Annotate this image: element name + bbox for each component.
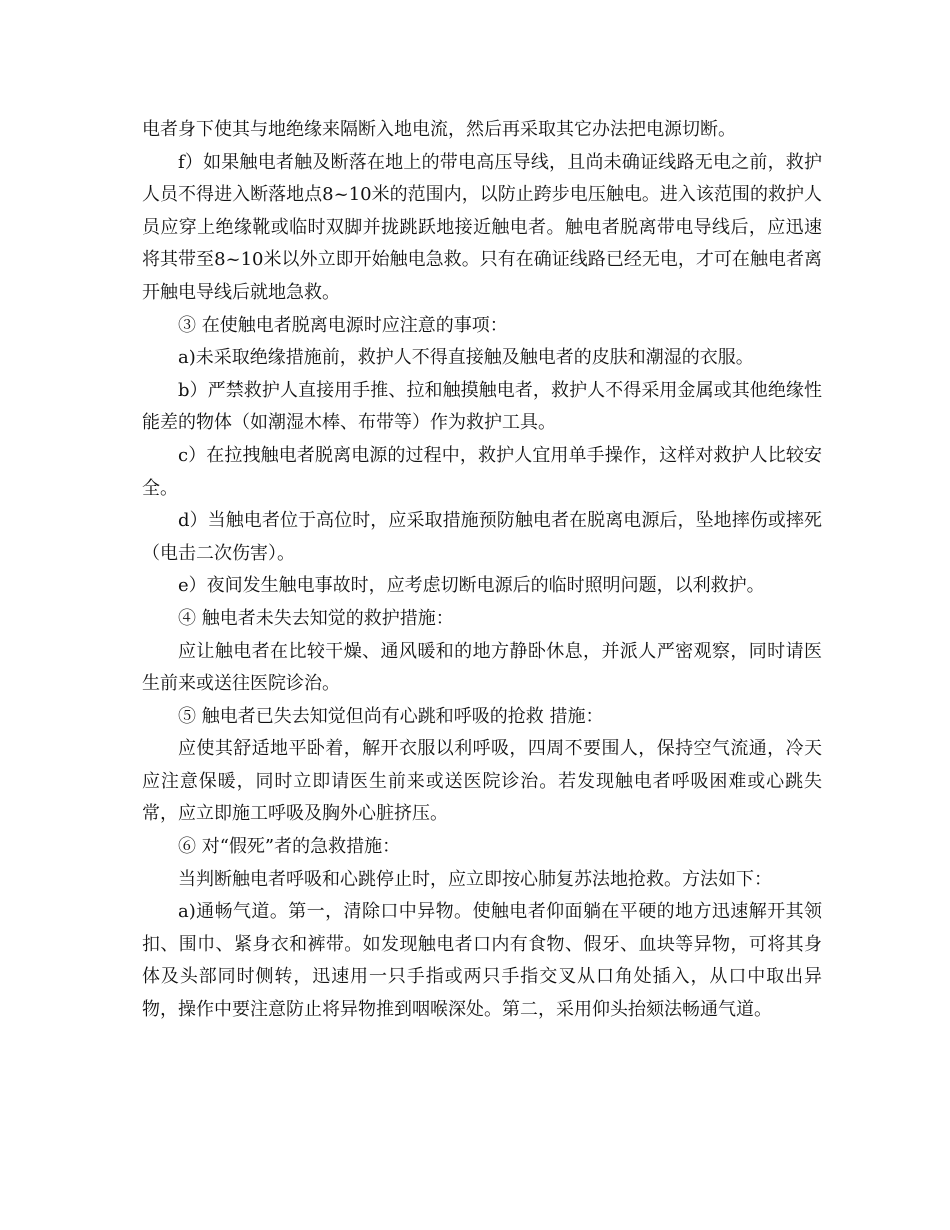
paragraph: c）在拉拽触电者脱离电源的过程中，救护人宜用单手操作，这样对救护人比较安全。 xyxy=(142,444,822,499)
paragraph: e）夜间发生触电事故时，应考虑切断电源后的临时照明问题，以利救护。 xyxy=(178,575,765,597)
paragraph: ④ 触电者未失去知觉的救护措施： xyxy=(178,607,454,629)
paragraph: d）当触电者位于高位时，应采取措施预防触电者在脱离电源后，坠地摔伤或摔死（电击二次伤害）。 xyxy=(142,510,822,564)
paragraph: ③ 在使触电者脱离电源时应注意的事项： xyxy=(178,314,508,336)
paragraph: 当判断触电者呼吸和心跳停止时，应立即按心肺复苏法地抢救。方法如下： xyxy=(178,868,772,890)
paragraph: ⑤ 触电者已失去知觉但尚有心跳和呼吸的抢救 措施： xyxy=(178,705,604,727)
paragraph: f）如果触电者触及断落在地上的带电高压导线，且尚未确证线路无电之前，救护人员不得进入断落地点8~10米的范围内，以防止跨步电压触电。进入该范围的救护人员应穿上绝缘靴或临时双脚并拢跳跃地接近触电者。触电者脱离带电导线后，应迅速将其带至8~10米以外立即开始触电急救。只有在确证线路已经无电，才可在触电者离开触电导线后就地急救。 xyxy=(142,151,822,303)
paragraph: b）严禁救护人直接用手推、拉和触摸触电者，救护人不得采用金属或其他绝缘性能差的物体（如潮湿木棒、布带等）作为救护工具。 xyxy=(142,379,822,434)
paragraph: 应让触电者在比较干燥、通风暖和的地方静卧休息，并派人严密观察，同时请医生前来或送往医院诊治。 xyxy=(142,640,822,695)
paragraph: ⑥ 对“假死”者的急救措施： xyxy=(178,836,401,858)
paragraph: a)未采取绝缘措施前，救护人不得直接触及触电者的皮肤和潮湿的衣服。 xyxy=(178,347,754,369)
paragraph: a)通畅气道。第一，清除口中异物。使触电者仰面躺在平硬的地方迅速解开其领扣、围巾、紧身衣和裤带。如发现触电者口内有食物、假牙、血块等异物，可将其身体及头部同时侧转，迅速用一只手指或两只手指交叉从口角处插入，从口中取出异物，操作中要注意防止将异物推到咽喉深处。第二，采用仰头抬颏法畅通气道。 xyxy=(142,901,822,1021)
body-text xyxy=(142,114,822,1027)
paragraph: 电者身下使其与地绝缘来隔断入地电流，然后再采取其它办法把电源切断。 xyxy=(142,119,736,140)
paragraph: 应使其舒适地平卧着，解开衣服以利呼吸，四周不要围人，保持空气流通，冷天应注意保暖，同时立即请医生前来或送医院诊治。若发现触电者呼吸困难或心跳失常，应立即施工呼吸及胸外心脏挤压。 xyxy=(142,738,822,825)
